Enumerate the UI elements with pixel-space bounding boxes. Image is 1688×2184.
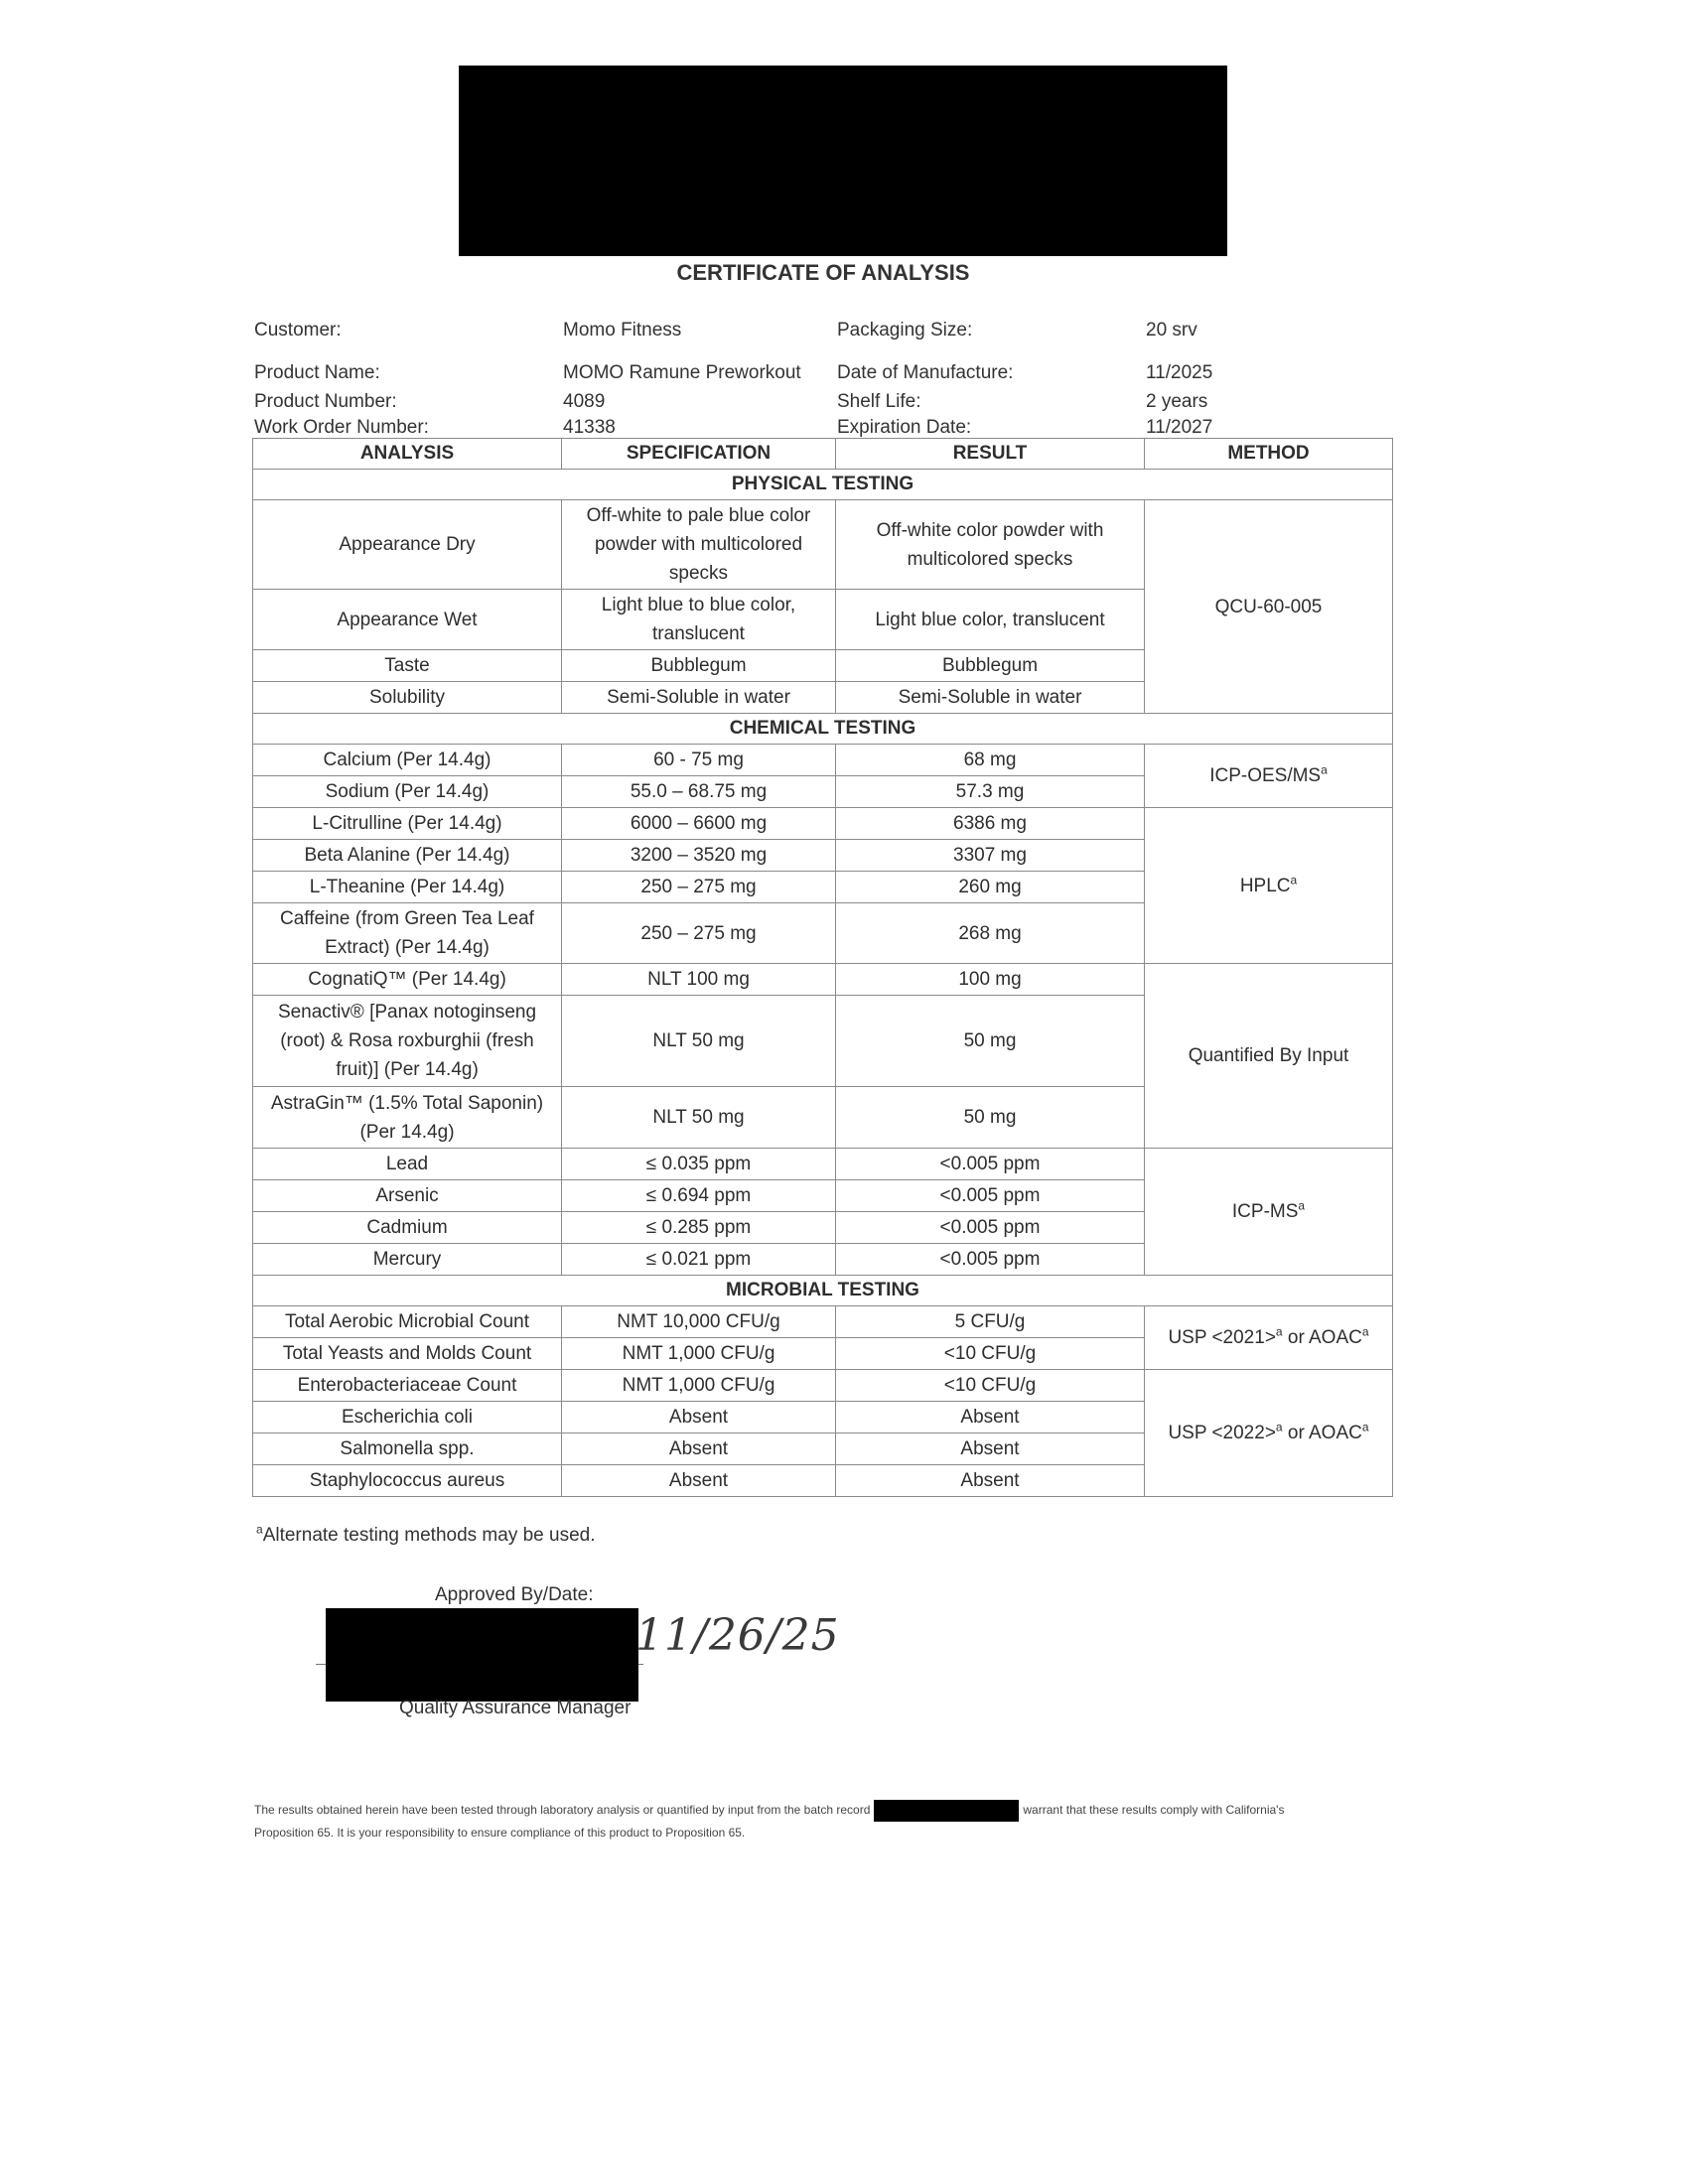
- spec-cell: Absent: [562, 1465, 836, 1497]
- redacted-logo-block: [459, 66, 1227, 256]
- superscript-a: a: [1321, 762, 1328, 777]
- analysis-cell: Salmonella spp.: [253, 1433, 562, 1465]
- spec-cell: NMT 1,000 CFU/g: [562, 1370, 836, 1402]
- analysis-cell: L-Citrulline (Per 14.4g): [253, 808, 562, 840]
- spec-cell: NLT 50 mg: [562, 996, 836, 1087]
- handwritten-date: 11/26/25: [635, 1610, 840, 1661]
- product-name-label: Product Name:: [254, 362, 380, 383]
- result-cell: 57.3 mg: [836, 776, 1145, 808]
- method-icp-ms-text: ICP-MS: [1231, 1201, 1299, 1222]
- table-row: [253, 745, 1393, 776]
- packaging-label: Packaging Size:: [837, 320, 973, 341]
- spec-cell: 3200 – 3520 mg: [562, 840, 836, 872]
- result-cell: <0.005 ppm: [836, 1212, 1145, 1244]
- analysis-cell: Solubility: [253, 682, 562, 714]
- work-order-value: 41338: [563, 417, 616, 438]
- superscript-a: a: [1361, 1420, 1369, 1434]
- method-cell-qcu: QCU-60-005: [1145, 500, 1393, 714]
- redacted-signature: [326, 1608, 638, 1702]
- table-row: [253, 1149, 1393, 1180]
- analysis-cell: CognatiQ™ (Per 14.4g): [253, 964, 562, 996]
- spec-cell: NMT 10,000 CFU/g: [562, 1306, 836, 1338]
- analysis-cell: Total Aerobic Microbial Count: [253, 1306, 562, 1338]
- analysis-cell: Beta Alanine (Per 14.4g): [253, 840, 562, 872]
- method-cell-icp-ms: [1145, 1149, 1393, 1276]
- spec-cell: Bubblegum: [562, 650, 836, 682]
- result-cell: 50 mg: [836, 1087, 1145, 1149]
- document-title: CERTIFICATE OF ANALYSIS: [676, 260, 970, 285]
- spec-cell: ≤ 0.035 ppm: [562, 1149, 836, 1180]
- result-cell: Absent: [836, 1465, 1145, 1497]
- superscript-a: a: [1361, 1324, 1369, 1339]
- superscript-a: a: [256, 1522, 263, 1537]
- analysis-cell: Arsenic: [253, 1180, 562, 1212]
- spec-cell: Absent: [562, 1402, 836, 1433]
- result-cell: <10 CFU/g: [836, 1370, 1145, 1402]
- spec-cell: Absent: [562, 1433, 836, 1465]
- analysis-cell: Taste: [253, 650, 562, 682]
- spec-cell: 250 – 275 mg: [562, 903, 836, 964]
- shelf-life-label: Shelf Life:: [837, 391, 921, 412]
- disclaimer-part1: The results obtained herein have been tested through laboratory analysis or quantified by input from the batch record: [254, 1803, 871, 1817]
- superscript-a: a: [1298, 1198, 1306, 1213]
- analysis-cell: Appearance Dry: [253, 500, 562, 590]
- disclaimer: [254, 1799, 1284, 1843]
- result-cell: 3307 mg: [836, 840, 1145, 872]
- section-chemical-testing: CHEMICAL TESTING: [253, 714, 1393, 745]
- product-number-label: Product Number:: [254, 391, 397, 412]
- section-microbial-testing: MICROBIAL TESTING: [253, 1276, 1393, 1306]
- superscript-a: a: [1290, 873, 1298, 887]
- method-usp-2022-text: USP <2022>: [1168, 1423, 1276, 1443]
- customer-value: Momo Fitness: [563, 320, 682, 341]
- spec-cell: ≤ 0.694 ppm: [562, 1180, 836, 1212]
- method-cell-usp-2021: [1145, 1306, 1393, 1370]
- result-cell: <10 CFU/g: [836, 1338, 1145, 1370]
- spec-cell: 60 - 75 mg: [562, 745, 836, 776]
- analysis-cell: Appearance Wet: [253, 590, 562, 650]
- packaging-value: 20 srv: [1146, 320, 1197, 341]
- analysis-cell: Sodium (Per 14.4g): [253, 776, 562, 808]
- result-cell: 268 mg: [836, 903, 1145, 964]
- analysis-cell: L-Theanine (Per 14.4g): [253, 872, 562, 903]
- table-row: [253, 808, 1393, 840]
- product-number-value: 4089: [563, 391, 606, 412]
- result-cell: Absent: [836, 1402, 1145, 1433]
- table-row: [253, 964, 1393, 996]
- spec-cell: 6000 – 6600 mg: [562, 808, 836, 840]
- column-header-method: METHOD: [1145, 439, 1393, 470]
- spec-cell: NLT 100 mg: [562, 964, 836, 996]
- result-cell: 5 CFU/g: [836, 1306, 1145, 1338]
- approved-by-label: Approved By/Date:: [435, 1584, 594, 1605]
- spec-cell: ≤ 0.021 ppm: [562, 1244, 836, 1276]
- analysis-cell: Enterobacteriaceae Count: [253, 1370, 562, 1402]
- analysis-cell: Lead: [253, 1149, 562, 1180]
- result-cell: Bubblegum: [836, 650, 1145, 682]
- table-header-row: [253, 439, 1393, 470]
- spec-cell: Semi-Soluble in water: [562, 682, 836, 714]
- analysis-cell: Total Yeasts and Molds Count: [253, 1338, 562, 1370]
- result-cell: 6386 mg: [836, 808, 1145, 840]
- expiration-label: Expiration Date:: [837, 417, 972, 438]
- superscript-a: a: [1275, 1420, 1283, 1434]
- spec-cell: 55.0 – 68.75 mg: [562, 776, 836, 808]
- method-cell-hplc: [1145, 808, 1393, 964]
- result-cell: 260 mg: [836, 872, 1145, 903]
- method-or-aoac-text: or AOAC: [1282, 1327, 1362, 1348]
- section-physical-testing: PHYSICAL TESTING: [253, 470, 1393, 500]
- analysis-cell: AstraGin™ (1.5% Total Saponin) (Per 14.4g): [253, 1087, 562, 1149]
- spec-cell: Light blue to blue color, translucent: [562, 590, 836, 650]
- analysis-cell: Caffeine (from Green Tea Leaf Extract) (Per 14.4g): [253, 903, 562, 964]
- footnote-text: Alternate testing methods may be used.: [262, 1525, 596, 1546]
- analysis-cell: Calcium (Per 14.4g): [253, 745, 562, 776]
- table-row: [253, 1306, 1393, 1338]
- analysis-cell: Staphylococcus aureus: [253, 1465, 562, 1497]
- method-cell-usp-2022: [1145, 1370, 1393, 1497]
- work-order-label: Work Order Number:: [254, 417, 429, 438]
- spec-cell: ≤ 0.285 ppm: [562, 1212, 836, 1244]
- analysis-table: [252, 438, 1393, 1497]
- method-or-aoac-text: or AOAC: [1282, 1423, 1362, 1443]
- analysis-cell: Mercury: [253, 1244, 562, 1276]
- shelf-life-value: 2 years: [1146, 391, 1208, 412]
- column-header-analysis: ANALYSIS: [253, 439, 562, 470]
- redacted-company-name: [874, 1800, 1019, 1822]
- result-cell: 68 mg: [836, 745, 1145, 776]
- analysis-cell: Escherichia coli: [253, 1402, 562, 1433]
- disclaimer-line2: Proposition 65. It is your responsibility to ensure compliance of this product to Proposition 65.: [254, 1825, 746, 1840]
- result-cell: 100 mg: [836, 964, 1145, 996]
- method-usp-2021-text: USP <2021>: [1168, 1327, 1276, 1348]
- spec-cell: Off-white to pale blue color powder with multicolored specks: [562, 500, 836, 590]
- result-cell: Absent: [836, 1433, 1145, 1465]
- expiration-value: 11/2027: [1146, 417, 1213, 438]
- method-cell-icp-oes: [1145, 745, 1393, 808]
- analysis-cell: Cadmium: [253, 1212, 562, 1244]
- approver-role: Quality Assurance Manager: [399, 1698, 632, 1718]
- result-cell: 50 mg: [836, 996, 1145, 1087]
- method-cell-quantified-by-input: Quantified By Input: [1145, 964, 1393, 1149]
- analysis-cell: Senactiv® [Panax notoginseng (root) & Rosa roxburghii (fresh fruit)] (Per 14.4g): [253, 996, 562, 1087]
- customer-label: Customer:: [254, 320, 342, 341]
- result-cell: <0.005 ppm: [836, 1180, 1145, 1212]
- method-hplc-text: HPLC: [1239, 875, 1291, 896]
- result-cell: Semi-Soluble in water: [836, 682, 1145, 714]
- spec-cell: NMT 1,000 CFU/g: [562, 1338, 836, 1370]
- disclaimer-part2: warrant that these results comply with California's: [1023, 1803, 1285, 1817]
- result-cell: <0.005 ppm: [836, 1244, 1145, 1276]
- header-info: [252, 296, 1392, 439]
- manufacture-value: 11/2025: [1146, 362, 1213, 383]
- method-icp-oes-text: ICP-OES/MS: [1209, 765, 1322, 786]
- spec-cell: NLT 50 mg: [562, 1087, 836, 1149]
- column-header-specification: SPECIFICATION: [562, 439, 836, 470]
- table-row: [253, 1370, 1393, 1402]
- product-name-value: MOMO Ramune Preworkout: [563, 362, 801, 383]
- footnote: [256, 1522, 596, 1547]
- result-cell: <0.005 ppm: [836, 1149, 1145, 1180]
- result-cell: Off-white color powder with multicolored specks: [836, 500, 1145, 590]
- manufacture-label: Date of Manufacture:: [837, 362, 1014, 383]
- superscript-a: a: [1275, 1324, 1283, 1339]
- result-cell: Light blue color, translucent: [836, 590, 1145, 650]
- spec-cell: 250 – 275 mg: [562, 872, 836, 903]
- column-header-result: RESULT: [836, 439, 1145, 470]
- table-row: [253, 500, 1393, 590]
